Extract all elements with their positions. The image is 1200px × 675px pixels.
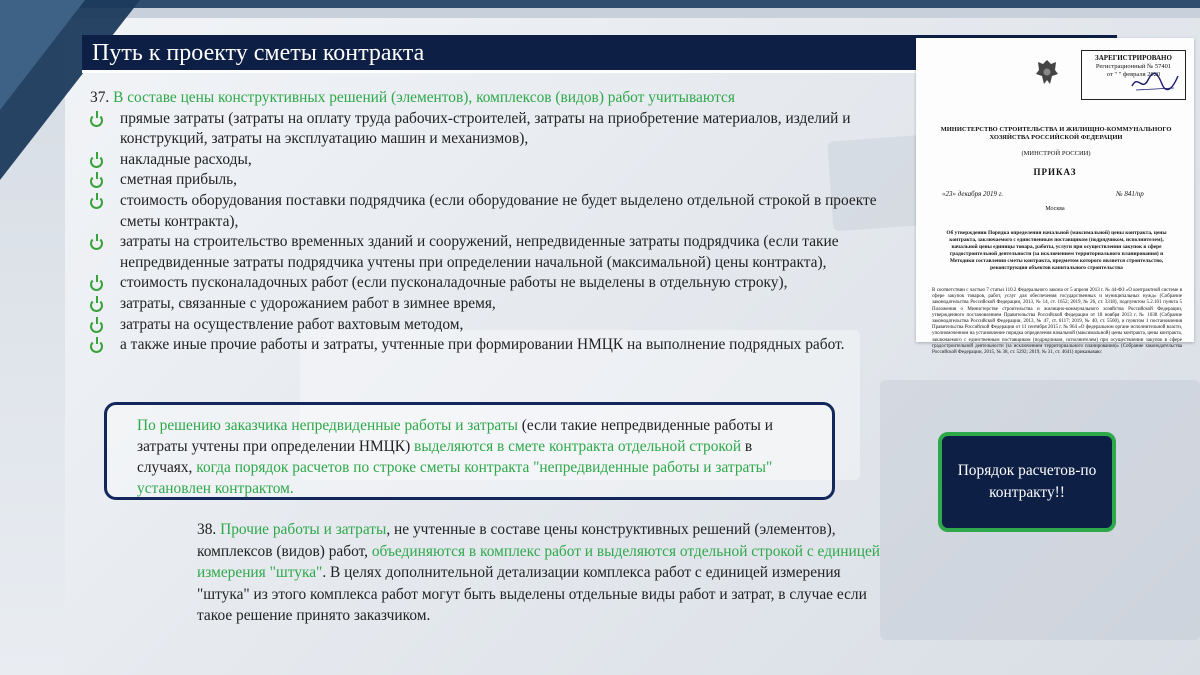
document-type: ПРИКАЗ xyxy=(1033,167,1077,177)
intro-paragraph xyxy=(90,88,910,109)
handwritten-signature xyxy=(1130,70,1180,94)
corner-decor xyxy=(0,0,85,110)
list-item: затраты на осуществление работ вахтовым методом, xyxy=(90,315,910,336)
power-bullet-icon xyxy=(90,196,103,209)
power-bullet-icon xyxy=(90,320,103,333)
document-heading: Об утверждении Порядка определения начальной (максимальной) цены контракта, цены контракта, заключаемого с единственным поставщиком (подрядчиком, исполнителем), начальной цены единицы товара, работы, услуги при осуществлении закупок в сфере градостроительной деятельности (за исключением территориального планирования) и Методики составления сметы контракта, предметом которого является строительство, реконструкция объектов капитального строительства xyxy=(946,230,1167,271)
power-bullet-icon xyxy=(90,299,103,312)
power-bullet-icon xyxy=(90,237,103,250)
list-item: стоимость оборудования поставки подрядчика (если оборудование не будет выделено отдельной строкой в проекте сметы контракта), xyxy=(90,191,910,232)
list-item: прямые затраты (затраты на оплату труда рабочих-строителей, затраты на приобретение материалов, изделий и конструкций, затраты на эксплуатацию машин и механизмов), xyxy=(90,109,910,150)
list-item: накладные расходы, xyxy=(90,150,910,171)
document-ministry-short: (МИНСТРОЙ РОССИИ) xyxy=(1021,150,1091,157)
coat-of-arms-icon xyxy=(1034,58,1060,86)
list-item: а также иные прочие работы и затраты, учтенные при формировании НМЦК на выполнение подрядных работ. xyxy=(90,335,910,356)
list-item: стоимость пусконаладочных работ (если пусконаладочные работы не выделены в отдельную строку), xyxy=(90,273,910,294)
list-item: сметная прибыль, xyxy=(90,170,910,191)
note-box xyxy=(104,402,835,500)
main-content xyxy=(90,88,910,356)
payment-order-callout: Порядок расчетов-по контракту!! xyxy=(938,432,1116,532)
document-ministry: МИНИСТЕРСТВО СТРОИТЕЛЬСТВА И ЖИЛИЩНО-КОММУНАЛЬНОГО ХОЗЯЙСТВА РОССИЙСКОЙ ФЕДЕРАЦИИ xyxy=(940,126,1172,141)
list-item: затраты на строительство временных зданий и сооружений, непредвиденные затраты подрядчика (если такие непредвиденные затраты подрядчика учтены при определении начальной (максимальной) цены контракта), xyxy=(90,232,910,273)
order-document-image xyxy=(916,38,1194,356)
top-decor-stripe xyxy=(0,8,1200,18)
list-item: затраты, связанные с удорожанием работ в зимнее время, xyxy=(90,294,910,315)
bullet-list xyxy=(90,109,910,356)
registration-stamp: ЗАРЕГИСТРИРОВАНО Регистрационный № 57401 от " " февраля 2020 xyxy=(1081,50,1186,100)
document-date: «23» декабря 2019 г. xyxy=(942,190,1004,198)
slide-title: Путь к проекту сметы контракта xyxy=(92,40,425,66)
document-number: № 841/пр xyxy=(1116,190,1144,198)
intro-text: В составе цены конструктивных решений (элементов), комплексов (видов) работ учитываются xyxy=(113,89,735,106)
note-text: По решению заказчика непредвиденные работы и затраты (если такие непредвиденные работы и затраты учтены при определении НМЦК) выделяются в смете контракта отдельной строкой в случаях, когда порядок расчетов по строке сметы контракта "непредвиденные работы и затраты" установлен контрактом. xyxy=(137,417,773,497)
power-bullet-icon xyxy=(90,175,103,188)
top-decor-bar xyxy=(0,0,1200,8)
power-bullet-icon xyxy=(90,155,103,168)
document-city: Москва xyxy=(1045,206,1065,212)
intro-number: 37. xyxy=(90,89,110,106)
power-bullet-icon xyxy=(90,340,103,353)
document-body: В соответствии с частью 7 статьи 110.2 Федерального закона от 5 апреля 2013 г. № 44-ФЗ «О контрактной системе в сфере закупок товаров, работ, услуг для обеспечения государственных и муниципальных нужд» (Собрание законодательства Российской Федерации, 2013, № 14, ст. 1652; 2019, № 26, ст. 3318), подпунктом 5.2.101 пункта 5 Положения о Министерстве строительства и жилищно-коммунального хозяйства Российской Федерации, утвержденного постановлением Правительства Российской Федерации от 18 ноября 2013 г. № 1038 (Собрание законодательства Российской Федерации, 2013, № 47, ст. 6117; 2019, № 40, ст. 5560), и пунктом 1 постановления Правительства Российской Федерации от 11 сентября 2015 г. № 964 «О федеральном органе исполнительной власти, уполномоченном на установление порядка определения начальной (максимальной) цены контракта, цены контракта, заключаемого с единственным поставщиком (подрядчиком, исполнителем) при осуществлении закупок в сфере градостроительной деятельности (за исключением территориального планирования)» (Собрание законодательства Российской Федерации, 2015, № 38, ст. 5292; 2019, № 31, ст. 4641) приказываю: xyxy=(932,288,1182,356)
paragraph-38: 38. Прочие работы и затраты, не учтенные в составе цены конструктивных решений (элементов), комплексов (видов) работ, объединяются в комплекс работ и выделяются отдельной строкой с единицей измерения "штука". В целях дополнительной детализации комплекса работ с единицей измерения "штука" из этого комплекса работ могут быть выделены отдельные виды работ и затрат, в случае если такое решение принято заказчиком. xyxy=(197,521,881,624)
power-bullet-icon xyxy=(90,114,103,127)
power-bullet-icon xyxy=(90,278,103,291)
